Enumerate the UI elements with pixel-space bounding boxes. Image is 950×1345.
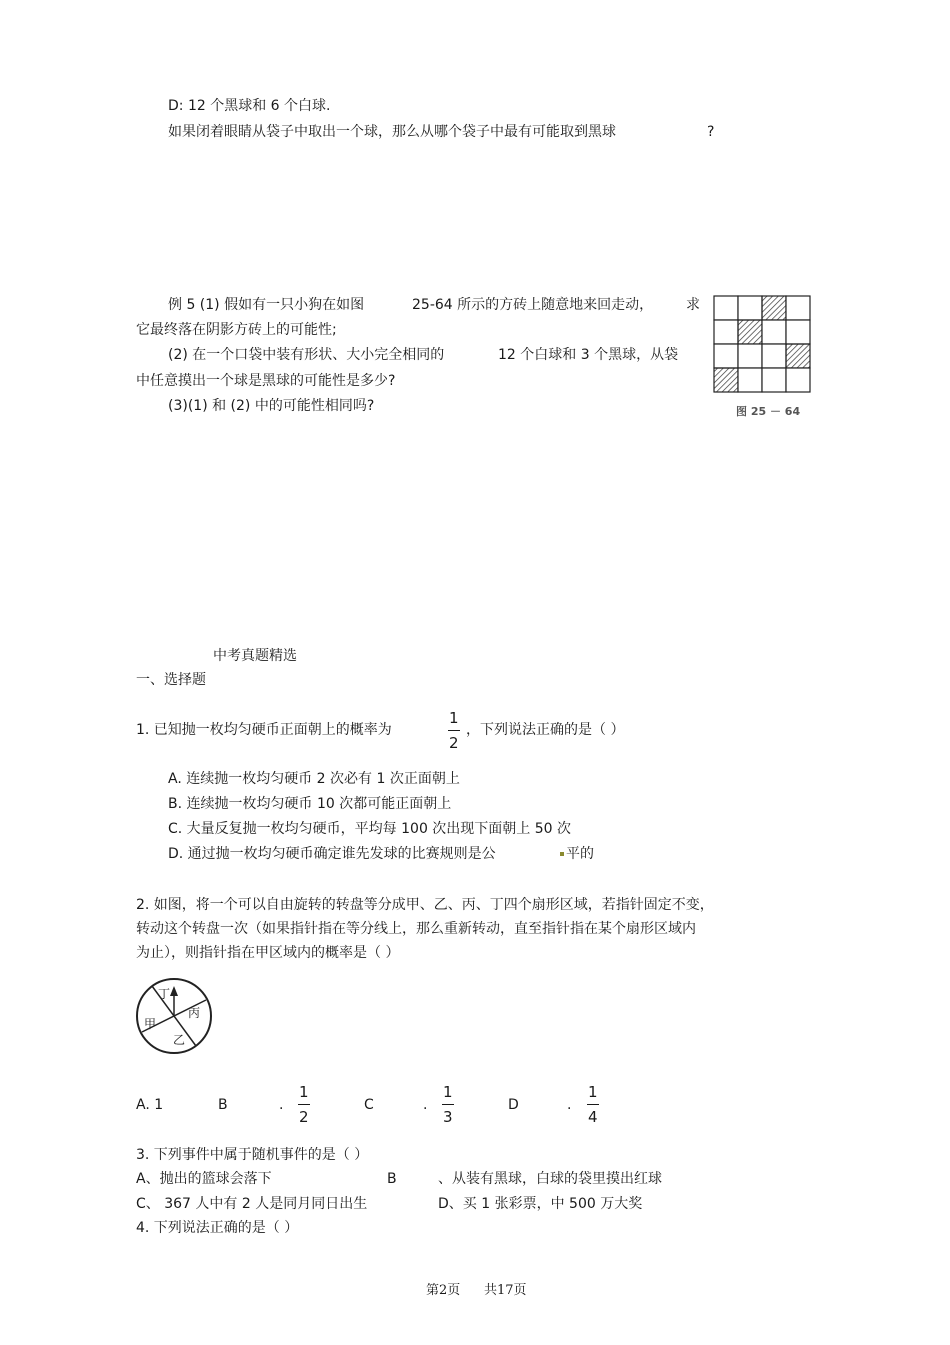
shaded-tile xyxy=(714,368,738,392)
tile xyxy=(786,320,810,344)
example5-line3-b: 12 个白球和 3 个黑球，从袋 xyxy=(498,347,679,363)
tile xyxy=(738,368,762,392)
tile xyxy=(762,368,786,392)
pointer-arrow-icon xyxy=(170,986,178,996)
tile xyxy=(762,344,786,368)
tile xyxy=(738,344,762,368)
example5-line3-a: (2) 在一个口袋中装有形状、大小完全相同的 xyxy=(168,347,445,363)
q3-option-a: A、抛出的篮球会落下 xyxy=(136,1171,272,1187)
spinner-label-bing: 丙 xyxy=(188,1006,201,1020)
question-text: 如果闭着眼睛从袋子中取出一个球，那么从哪个袋子中最有可能取到黑球 xyxy=(168,124,616,140)
tile xyxy=(762,320,786,344)
tile xyxy=(714,320,738,344)
q1-option-a: A. 连续抛一枚均匀硬币 2 次必有 1 次正面朝上 xyxy=(168,771,460,787)
q3-stem: 3. 下列事件中属于随机事件的是（ ） xyxy=(136,1147,369,1163)
tile xyxy=(714,344,738,368)
example5-line1-c: 求 xyxy=(686,297,700,313)
tile-grid xyxy=(712,294,812,394)
q2-choice-b-fraction xyxy=(297,1085,311,1125)
q3-option-b-text: 、从装有黑球，白球的袋里摸出红球 xyxy=(438,1171,662,1187)
q2-line1: 2. 如图，将一个可以自由旋转的转盘等分成甲、乙、丙、丁四个扇形区域，若指针固定不变， xyxy=(136,897,714,913)
shaded-tile xyxy=(762,296,786,320)
q1-frac-den: 2 xyxy=(449,734,459,752)
example5-line4: 中任意摸出一个球是黑球的可能性是多少? xyxy=(136,373,396,389)
footer-page: 第2页 xyxy=(426,1283,461,1298)
q2-line2: 转动这个转盘一次（如果指针指在等分线上，那么重新转动，直至指针指在某个扇形区域内 xyxy=(136,921,696,937)
q2-choice-b-dot: . xyxy=(279,1097,284,1113)
q1-stem-a: 1. 已知抛一枚均匀硬币正面朝上的概率为 xyxy=(136,722,392,738)
q2-choice-d-dot: . xyxy=(567,1097,572,1113)
q2-choice-a: A. 1 xyxy=(136,1097,164,1113)
q1-frac-num: 1 xyxy=(449,709,459,727)
option-d-line: D: 12 个黑球和 6 个白球. xyxy=(168,98,331,114)
q2-line3: 为止），则指针指在甲区域内的概率是（ ） xyxy=(136,945,400,961)
shaded-tile xyxy=(786,344,810,368)
q2-choice-d-fraction xyxy=(586,1085,600,1125)
q1-option-c: C. 大量反复抛一枚均匀硬币，平均每 100 次出现下面朝上 50 次 xyxy=(168,821,572,837)
tile-grid-figure xyxy=(712,294,812,420)
example5-line5: (3)(1) 和 (2) 中的可能性相同吗? xyxy=(168,398,375,414)
q2-choice-d-letter: D xyxy=(508,1097,519,1113)
section-subtitle: 一、选择题 xyxy=(136,672,206,688)
q3-option-b-letter: B xyxy=(387,1171,397,1187)
spinner-label-jia: 甲 xyxy=(144,1017,157,1031)
tile xyxy=(786,368,810,392)
q1-fraction xyxy=(447,711,461,751)
figure-caption: 图 25 － 64 xyxy=(736,405,801,418)
spinner-label-yi: 乙 xyxy=(173,1033,186,1047)
q2-choice-c-fraction xyxy=(441,1085,455,1125)
stray-mark xyxy=(560,852,564,856)
q2-choice-c-letter: C xyxy=(364,1097,374,1113)
q1-option-d: D. 通过抛一枚均匀硬币确定谁先发球的比赛规则是公 xyxy=(168,846,496,862)
spinner-figure xyxy=(134,976,214,1056)
q2-choice-c-dot: . xyxy=(423,1097,428,1113)
footer-total: 共17页 xyxy=(484,1283,527,1298)
q1-option-d-end: 平的 xyxy=(566,846,594,862)
q2-c-den: 3 xyxy=(443,1108,453,1126)
q2-choice-b-letter: B xyxy=(218,1097,228,1113)
q2-b-den: 2 xyxy=(299,1108,309,1126)
q2-c-num: 1 xyxy=(443,1083,453,1101)
q1-option-b: B. 连续抛一枚均匀硬币 10 次都可能正面朝上 xyxy=(168,796,452,812)
example5-line2: 它最终落在阴影方砖上的可能性; xyxy=(136,322,337,338)
tile xyxy=(714,296,738,320)
q3-option-d: D、买 1 张彩票，中 500 万大奖 xyxy=(438,1196,643,1212)
shaded-tile xyxy=(738,320,762,344)
example5-line1-b: 25-64 所示的方砖上随意地来回走动， xyxy=(412,297,654,313)
spinner-label-ding: 丁 xyxy=(158,987,171,1001)
q2-b-num: 1 xyxy=(299,1083,309,1101)
q2-d-den: 4 xyxy=(588,1108,598,1126)
tile xyxy=(786,296,810,320)
question-mark: ? xyxy=(707,124,715,140)
q4-stem: 4. 下列说法正确的是（ ） xyxy=(136,1220,299,1236)
section-title: 中考真题精选 xyxy=(213,648,297,664)
tile xyxy=(738,296,762,320)
q2-d-num: 1 xyxy=(588,1083,598,1101)
q3-option-c: C、 367 人中有 2 人是同月同日出生 xyxy=(136,1196,368,1212)
example5-line1-a: 例 5 (1) 假如有一只小狗在如图 xyxy=(168,297,365,313)
q1-stem-b: ，下列说法正确的是（ ） xyxy=(466,722,625,738)
